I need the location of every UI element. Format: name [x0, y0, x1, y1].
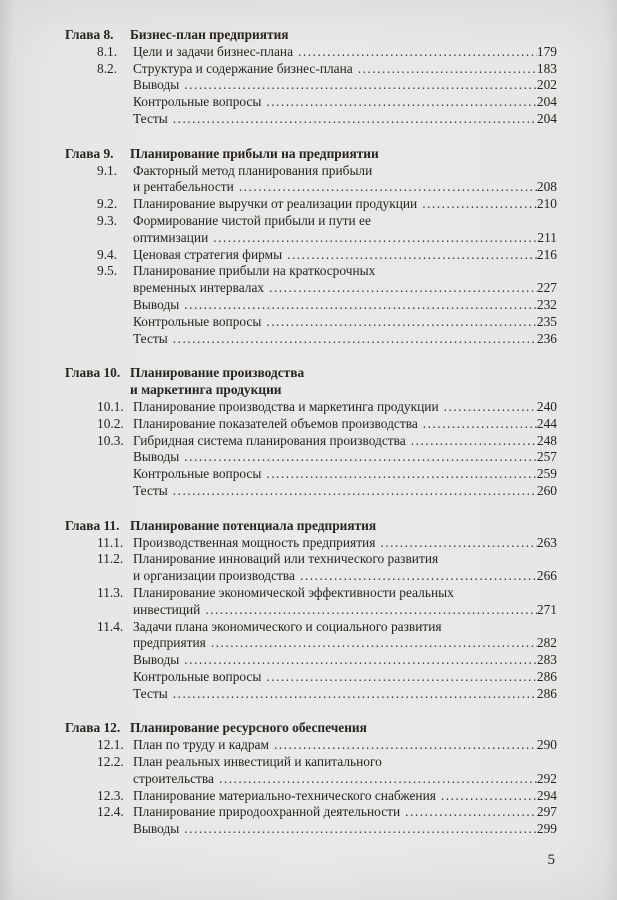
dot-leader [179, 449, 537, 466]
entry-page-number: 283 [536, 652, 557, 668]
chapter-title [130, 518, 557, 535]
chapter-title [130, 365, 557, 399]
entry-page-number: 232 [536, 296, 557, 312]
dot-leader [179, 297, 537, 314]
entry-text: Планирование инноваций или технического развития [133, 551, 439, 567]
dot-leader [179, 652, 537, 669]
dot-leader [417, 196, 537, 213]
entry-text: Тесты [133, 685, 168, 701]
chapter-label: Глава 9. [65, 145, 114, 161]
toc-entry-line [97, 585, 557, 602]
toc-entry-line [97, 635, 557, 652]
toc-entry-line [97, 111, 557, 128]
chapter-title-line: Планирование потенциала предприятия [130, 517, 377, 533]
toc-chapter [65, 365, 557, 499]
entry-page-number: 248 [536, 432, 557, 448]
toc-chapter [65, 720, 557, 838]
dot-leader [264, 280, 537, 297]
entry-number: 10.3. [97, 432, 124, 448]
entry-text: Выводы [133, 77, 180, 93]
chapter-title-line: Планирование прибыли на предприятии [130, 145, 379, 161]
entry-number: 12.3. [97, 787, 124, 803]
entry-number: 8.2. [97, 60, 118, 76]
entry-number: 9.4. [97, 246, 118, 262]
entry-page-number: 211 [537, 229, 557, 245]
entry-text: Планирование прибыли на краткосрочных [133, 263, 376, 279]
dot-leader [168, 686, 537, 703]
entry-text: Цели и задачи бизнес-плана [133, 43, 294, 59]
entry-number: 12.1. [97, 737, 124, 753]
entry-text: План по труду и кадрам [133, 737, 269, 753]
toc-entry-line [97, 331, 557, 348]
entry-number: 10.2. [97, 415, 124, 431]
entry-page-number: 236 [536, 330, 557, 346]
chapter-label: Глава 12. [65, 720, 121, 736]
toc-chapter [65, 518, 557, 703]
entry-page-number: 240 [536, 398, 557, 414]
entry-page-number: 210 [536, 196, 557, 212]
dot-leader [353, 61, 537, 78]
dot-leader [168, 483, 537, 500]
toc-entry-line [97, 263, 557, 280]
toc-entry-line [97, 669, 557, 686]
toc-list [65, 27, 557, 838]
toc-entry-line [97, 94, 557, 111]
toc-entry-line [97, 163, 557, 180]
entry-page-number: 297 [536, 804, 557, 820]
toc-entry-line [97, 280, 557, 297]
dot-leader [269, 737, 537, 754]
entry-page-number: 266 [536, 568, 557, 584]
toc-entry-line [97, 619, 557, 636]
entry-page-number: 204 [536, 110, 557, 126]
entry-page-number: 259 [536, 466, 557, 482]
toc-entry-line [97, 449, 557, 466]
entry-text: Планирование материально-технического снабжения [133, 787, 436, 803]
toc-entry-line [97, 247, 557, 264]
chapter-title [130, 720, 557, 737]
entry-text: Структура и содержание бизнес-плана [133, 60, 353, 76]
entry-number: 11.1. [97, 534, 124, 550]
entry-page-number: 227 [536, 280, 557, 296]
entry-text: временных интервалах [133, 280, 265, 296]
toc-entry-line [97, 483, 557, 500]
chapter-heading [65, 365, 557, 399]
entry-text: и рентабельности [133, 179, 234, 195]
toc-entry-line [97, 416, 557, 433]
entry-text: Факторный метод планирования прибыли [133, 162, 373, 178]
entry-page-number: 286 [536, 668, 557, 684]
entry-page-number: 299 [536, 821, 557, 837]
entry-text: Планирование экономической эффективности реальных [133, 584, 454, 600]
entry-text: Гибридная система планирования производства [133, 432, 406, 448]
entry-number: 9.3. [97, 212, 118, 228]
toc-entry-line [97, 788, 557, 805]
entry-text: Планирование выручки от реализации продукции [133, 196, 418, 212]
toc-chapter [65, 27, 557, 128]
entry-text: Формирование чистой прибыли и пути ее [133, 212, 371, 228]
toc-entry-line [97, 737, 557, 754]
entry-number: 9.2. [97, 196, 118, 212]
toc-entry-line [97, 602, 557, 619]
entry-text: Контрольные вопросы [133, 94, 262, 110]
entry-text: Контрольные вопросы [133, 668, 262, 684]
chapter-heading [65, 518, 557, 535]
entry-page-number: 257 [536, 449, 557, 465]
dot-leader [439, 399, 537, 416]
dot-leader [208, 230, 537, 247]
entry-number: 10.1. [97, 398, 124, 414]
dot-leader [214, 771, 537, 788]
entry-text: оптимизации [133, 229, 209, 245]
chapter-title-line: Бизнес-план предприятия [130, 27, 289, 42]
entry-page-number: 271 [536, 601, 557, 617]
dot-leader [406, 433, 537, 450]
entry-text: План реальных инвестиций и капитального [133, 754, 382, 770]
entry-text: Планирование производства и маркетинга продукции [133, 398, 439, 414]
entry-text: Выводы [133, 296, 180, 312]
entry-text: Планирование показателей объемов производства [133, 415, 418, 431]
entry-page-number: 294 [536, 787, 557, 803]
page-number: 5 [547, 852, 555, 868]
toc-entry-line [97, 196, 557, 213]
entry-number: 11.4. [97, 618, 124, 634]
toc-entry-line [97, 61, 557, 78]
entry-text: Контрольные вопросы [133, 313, 262, 329]
entry-page-number: 244 [536, 415, 557, 431]
chapter-label: Глава 8. [65, 27, 114, 42]
chapter-title [130, 27, 557, 44]
dot-leader [206, 635, 537, 652]
entry-page-number: 179 [536, 43, 557, 59]
entry-number: 9.5. [97, 263, 118, 279]
toc-entry-line [97, 77, 557, 94]
entry-text: Выводы [133, 652, 180, 668]
entry-page-number: 282 [536, 635, 557, 651]
entry-number: 11.3. [97, 584, 124, 600]
dot-leader [261, 466, 537, 483]
toc-entry-line [97, 230, 557, 247]
entry-page-number: 235 [536, 313, 557, 329]
chapter-title-line: Планирование ресурсного обеспечения [130, 720, 367, 736]
dot-leader [179, 821, 537, 838]
dot-leader [295, 568, 537, 585]
entry-page-number: 292 [536, 770, 557, 786]
toc-entry-line [97, 821, 557, 838]
entry-text: Планирование природоохранной деятельности [133, 804, 401, 820]
entry-number: 12.2. [97, 754, 124, 770]
dot-leader [436, 788, 537, 805]
chapter-heading [65, 27, 557, 44]
entry-number: 11.2. [97, 551, 124, 567]
entry-text: Выводы [133, 449, 180, 465]
entry-text: Производственная мощность предприятия [133, 534, 376, 550]
entry-text: Тесты [133, 330, 168, 346]
chapter-heading [65, 146, 557, 163]
dot-leader [282, 247, 537, 264]
entry-page-number: 263 [536, 534, 557, 550]
entry-text: Ценовая стратегия фирмы [133, 246, 283, 262]
entry-text: Контрольные вопросы [133, 466, 262, 482]
chapter-title [130, 146, 557, 163]
dot-leader [168, 331, 537, 348]
toc-entry-line [97, 297, 557, 314]
toc-entry-line [97, 652, 557, 669]
entry-page-number: 204 [536, 94, 557, 110]
toc-entry-line [97, 771, 557, 788]
toc-entry-line [97, 535, 557, 552]
entry-page-number: 290 [536, 737, 557, 753]
dot-leader [418, 416, 537, 433]
entry-page-number: 202 [536, 77, 557, 93]
entry-text: Тесты [133, 110, 168, 126]
toc-chapter [65, 146, 557, 348]
entry-text: Тесты [133, 482, 168, 498]
entry-page-number: 208 [536, 179, 557, 195]
toc-entry-line [97, 44, 557, 61]
chapter-label: Глава 11. [65, 517, 120, 533]
entry-text: Выводы [133, 821, 180, 837]
entry-page-number: 286 [536, 685, 557, 701]
toc-entry-line [97, 804, 557, 821]
entry-text: Задачи плана экономического и социального развития [133, 618, 442, 634]
dot-leader [261, 94, 537, 111]
entry-page-number: 216 [536, 246, 557, 262]
entry-number: 9.1. [97, 162, 118, 178]
toc-entry-line [97, 466, 557, 483]
entry-page-number: 183 [536, 60, 557, 76]
dot-leader [200, 602, 537, 619]
entry-text: и организации производства [133, 568, 296, 584]
chapter-title-line: и маркетинга продукции [130, 382, 282, 398]
toc-entry-line [97, 314, 557, 331]
dot-leader [400, 804, 537, 821]
dot-leader [168, 111, 537, 128]
toc-entry-line [97, 686, 557, 703]
dot-leader [261, 669, 537, 686]
entry-number: 8.1. [97, 43, 118, 59]
toc-entry-line [97, 568, 557, 585]
dot-leader [293, 44, 537, 61]
dot-leader [179, 77, 537, 94]
entry-text: предприятия [133, 635, 206, 651]
entry-number: 12.4. [97, 804, 124, 820]
chapter-title-line: Планирование производства [130, 365, 305, 381]
toc-entry-line [97, 399, 557, 416]
chapter-label: Глава 10. [65, 365, 121, 381]
chapter-heading [65, 720, 557, 737]
dot-leader [375, 535, 537, 552]
toc-entry-line [97, 213, 557, 230]
entry-text: строительства [133, 770, 214, 786]
dot-leader [261, 314, 537, 331]
entry-page-number: 260 [536, 482, 557, 498]
toc-entry-line [97, 179, 557, 196]
toc-entry-line [97, 754, 557, 771]
toc-entry-line [97, 433, 557, 450]
dot-leader [234, 179, 537, 196]
toc-entry-line [97, 551, 557, 568]
entry-text: инвестиций [133, 601, 201, 617]
